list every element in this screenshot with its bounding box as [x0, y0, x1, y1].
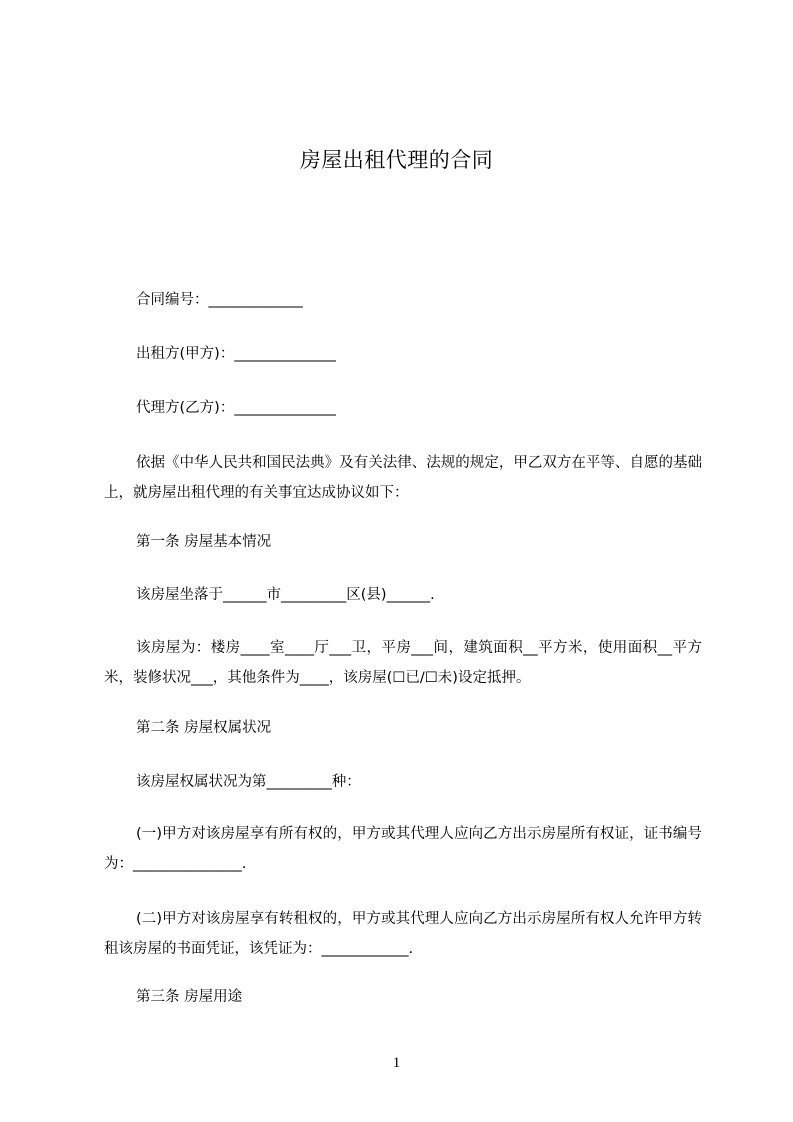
article2-heading: 第二条 房屋权属状况 — [136, 720, 272, 736]
preamble-paragraph: 依据《中华人民共和国民法典》及有关法律、法规的规定，甲乙双方在平等、自愿的基础上，就房屋出租代理的有关事宜达成协议如下： — [104, 455, 702, 501]
contract-number-line: 合同编号：_____________ — [136, 292, 303, 308]
article3-heading: 第三条 房屋用途 — [136, 989, 243, 1005]
article2-item2-paragraph: (二)甲方对该房屋享有转租权的，甲方或其代理人应向乙方出示房屋所有权人允许甲方转租该房屋的书面凭证，该凭证为：____________. — [104, 911, 702, 957]
document-title: 房屋出租代理的合同 — [299, 148, 494, 172]
page-number: 1 — [392, 1055, 401, 1071]
article1-details-paragraph: 该房屋为：楼房____室____厅___卫，平房___间，建筑面积__平方米，使用面积__平方米，装修状况___，其他条件为____，该房屋(☐已/☐未)设定抵押。 — [104, 640, 702, 686]
article1-heading: 第一条 房屋基本情况 — [136, 534, 272, 550]
article2-type-line: 该房屋权属状况为第_________种： — [136, 774, 361, 790]
article1-location: 该房屋坐落于______市_________区(县)______. — [136, 587, 435, 603]
article2-item1-paragraph: (一)甲方对该房屋享有所有权的，甲方或其代理人应向乙方出示房屋所有权证，证书编号为：_______________. — [104, 826, 702, 872]
lessor-line: 出租方(甲方)：______________ — [136, 346, 336, 362]
agent-line: 代理方(乙方)：______________ — [136, 400, 336, 416]
